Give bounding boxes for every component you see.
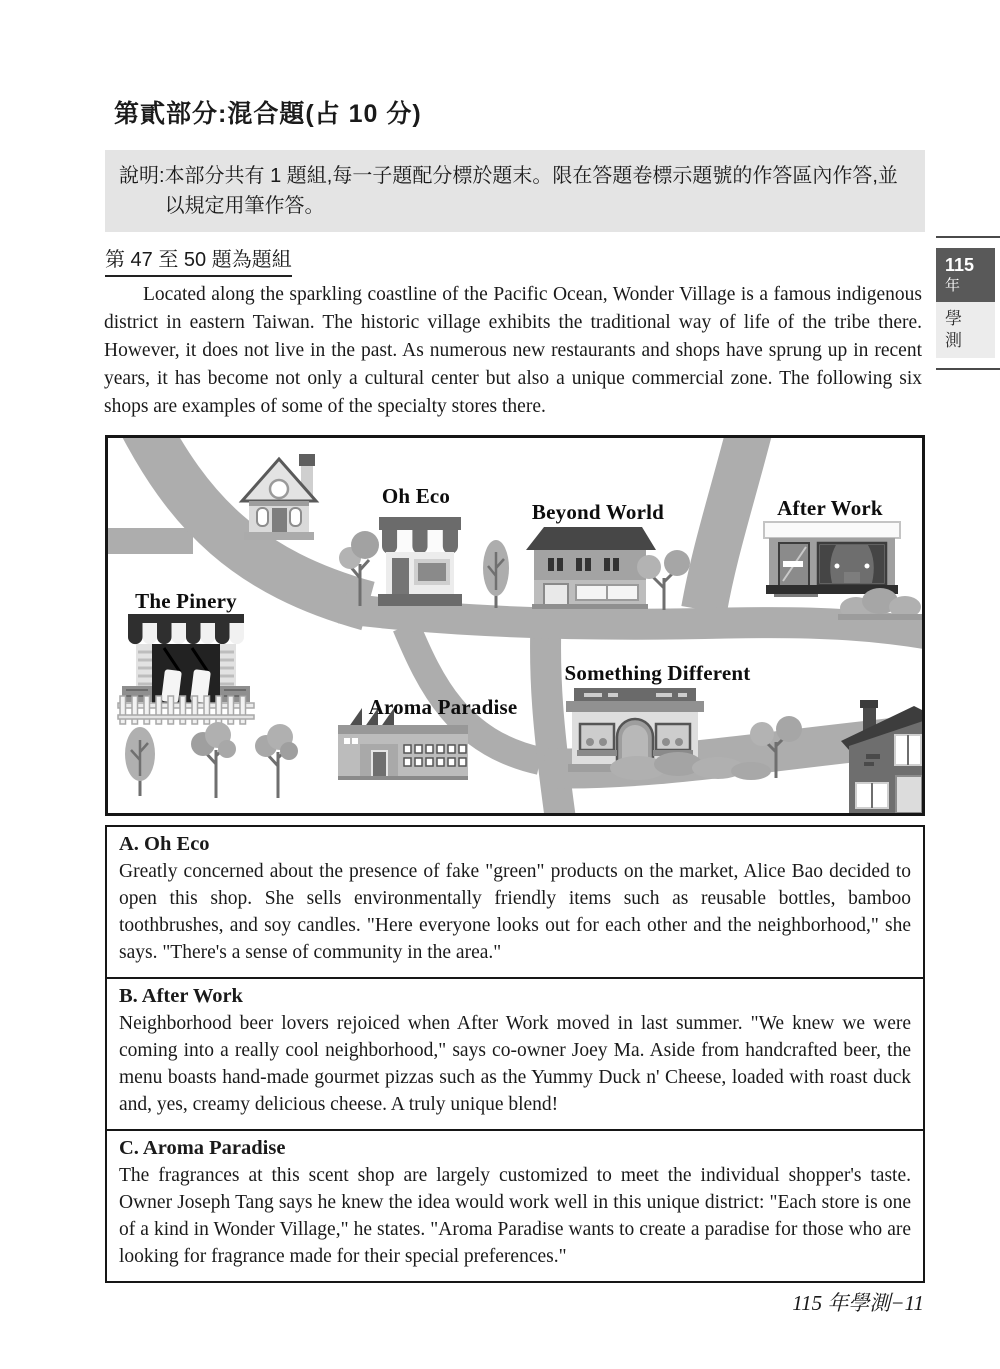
shop-a-heading: A. Oh Eco [119, 833, 210, 855]
shop-c-heading: C. Aroma Paradise [119, 1137, 286, 1159]
shop-c-text: The fragrances at this scent shop are largely customized to meet the individual shopper's taste. Owner Joseph Tang says he knew the idea would work well in this unique district: "Each store is one of a kind in Wonder Village," he states. "Aroma Paradise wants to create a paradise for those who are looking for fragrance made for their special preferences." [119, 1165, 911, 1267]
map-label-the-pinery: The Pinery [135, 589, 237, 613]
shop-description-a [107, 827, 923, 977]
shop-b-heading: B. After Work [119, 985, 243, 1007]
part-title: 第貳部分:混合題(占 10 分) [114, 100, 422, 128]
shop-description-b [107, 977, 923, 1129]
side-tab-year-unit: 年 [945, 277, 961, 294]
side-tab-bottom-rule [936, 368, 1000, 370]
shop-b-text: Neighborhood beer lovers rejoiced when After Work moved in last summer. "We knew we were coming into a really cool neighborhood," says co-owner Joey Ma. Aside from handcrafted beer, the menu boasts hand-made gourmet pizzas such as the Yummy Duck n' Cheese, loaded with roast duck and, yes, creamy delicious cheese. A truly unique blend! [119, 1013, 911, 1115]
village-map [105, 435, 925, 816]
corner-house [841, 700, 922, 813]
church-building [242, 454, 316, 540]
tree-bottom-left-1 [125, 727, 155, 796]
instruction-box [105, 150, 925, 232]
shop-a-text: Greatly concerned about the presence of fake "green" products on the market, Alice Bao decided to open this shop. She sells environmentally friendly items such as reusable bottles, bamboo toothbrushes, and soy candles. "Here everyone looks out for each other and the neighborhood," she says. "There's a sense of community in the area." [119, 861, 911, 963]
intro-paragraph: Located along the sparkling coastline of the Pacific Ocean, Wonder Village is a famous indigenous district in eastern Taiwan. The historic village exhibits the traditional way of life of the tribe there. However, it does not live in the past. As numerous new restaurants and shops have sprung up in recent years, it has become not only a cultural center but also a unique commercial zone. The following six shops are examples of some of the specialty stores there. [104, 284, 922, 417]
road-top-right-curve [704, 438, 750, 610]
question-group-heading: 第 47 至 50 題為題組 [105, 243, 292, 272]
shop-description-c [107, 1129, 923, 1281]
after-work-building [764, 522, 900, 597]
the-pinery-stall [118, 614, 254, 724]
year-exam-side-tab [936, 236, 1000, 370]
shop-description-boxes [105, 825, 925, 1283]
map-label-beyond-world: Beyond World [531, 500, 665, 524]
map-illustration [108, 438, 922, 813]
instruction-label: 說明: [119, 165, 165, 187]
page-footer: 115 年學測−11 [792, 1291, 924, 1315]
side-tab-exam [936, 302, 995, 358]
side-tab-top-rule [936, 236, 1000, 238]
map-label-oh-eco: Oh Eco [381, 484, 451, 508]
tree-bottom-left-2 [191, 722, 236, 798]
side-tab-year-number: 115 [945, 255, 975, 275]
tree-bottom-left-3 [255, 724, 298, 798]
side-tab-year [936, 248, 995, 302]
map-label-after-work: After Work [777, 496, 883, 520]
map-label-aroma-paradise: Aroma Paradise [368, 695, 518, 719]
map-label-something-different: Something Different [564, 661, 751, 685]
instruction-text: 本部分共有 1 題組,每一子題配分標於題末。限在答題卷標示題號的作答區內作答,並以規定用筆作答。 [164, 165, 898, 217]
tree-right-of-oh-eco [483, 540, 509, 608]
beyond-world-building [526, 527, 656, 609]
side-tab-exam-name: 學測 [945, 309, 962, 350]
oh-eco-building [378, 517, 462, 606]
road-main [340, 608, 922, 634]
